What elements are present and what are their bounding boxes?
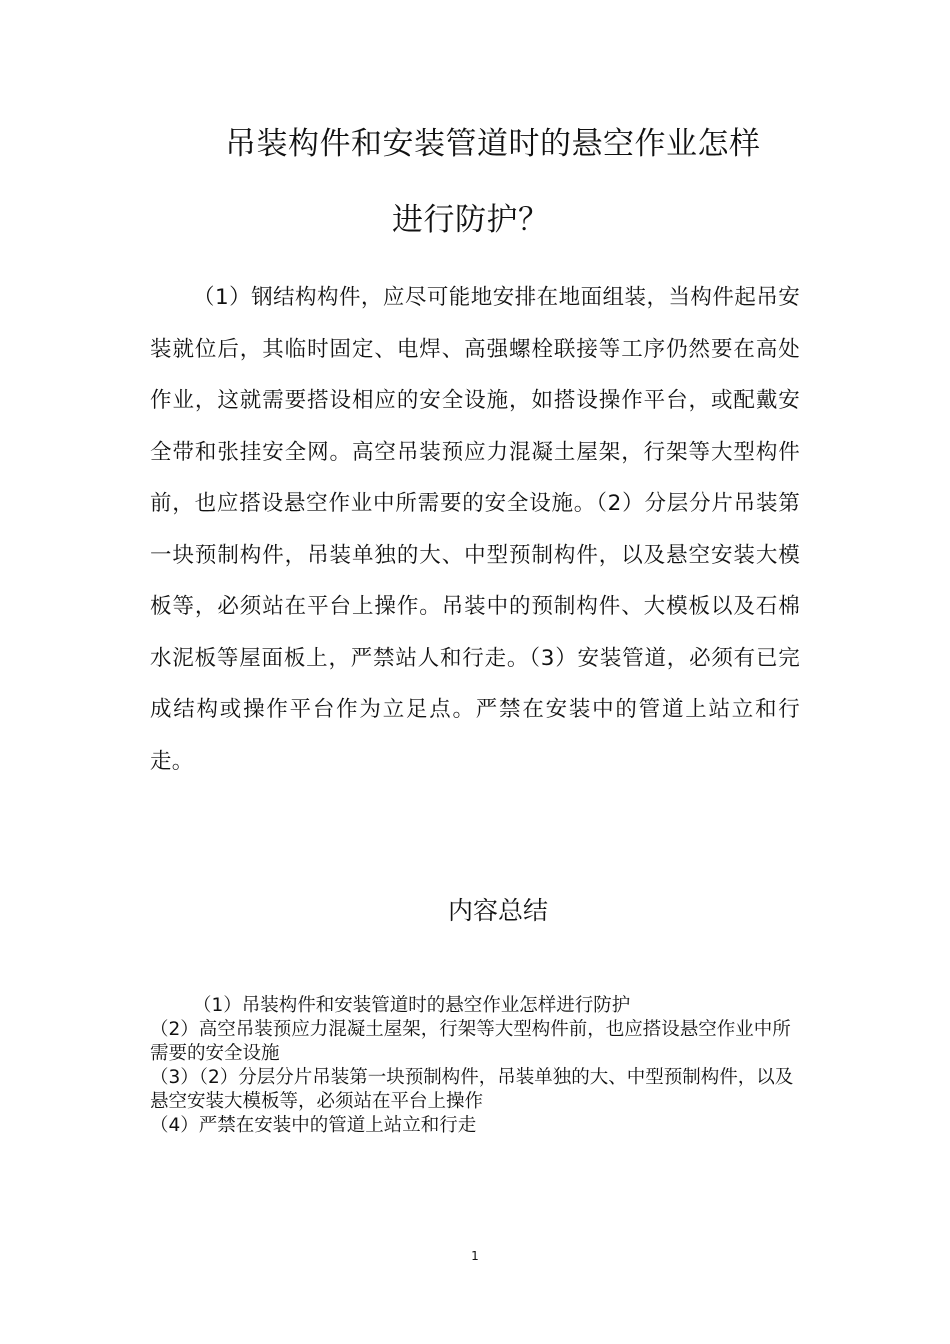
summary-item-3: （3）（2）分层分片吊装第一块预制构件，吊装单独的大、中型预制构件，以及悬空安装大模板等，必须站在平台上操作 xyxy=(150,1067,794,1112)
summary-item-4: （4）严禁在安装中的管道上站立和行走 xyxy=(150,1115,477,1136)
summary-heading: 内容总结 xyxy=(448,896,549,925)
page-number: 1 xyxy=(471,1249,479,1263)
document-title-line-1: 吊装构件和安装管道时的悬空作业怎样 xyxy=(225,126,761,162)
summary-item-1: （1）吊装构件和安装管道时的悬空作业怎样进行防护 xyxy=(193,995,631,1016)
summary-list xyxy=(150,994,800,1138)
summary-item-2: （2）高空吊装预应力混凝土屋架，行架等大型构件前，也应搭设悬空作业中所需要的安全设施 xyxy=(150,1019,791,1064)
body-paragraph: （1）钢结构构件，应尽可能地安排在地面组装，当构件起吊安装就位后，其临时固定、电焊、高强螺栓联接等工序仍然要在高处作业，这就需要搭设相应的安全设施，如搭设操作平台，或配戴安全带和张挂安全网。高空吊装预应力混凝土屋架，行架等大型构件前，也应搭设悬空作业中所需要的安全设施。（2）分层分片吊装第一块预制构件，吊装单独的大、中型预制构件，以及悬空安装大模板等，必须站在平台上操作。吊装中的预制构件、大模板以及石棉水泥板等屋面板上，严禁站人和行走。（3）安装管道，必须有已完成结构或操作平台作为立足点。严禁在安装中的管道上站立和行走。 xyxy=(150,285,800,774)
document-title-line-2: 进行防护？ xyxy=(392,202,550,238)
